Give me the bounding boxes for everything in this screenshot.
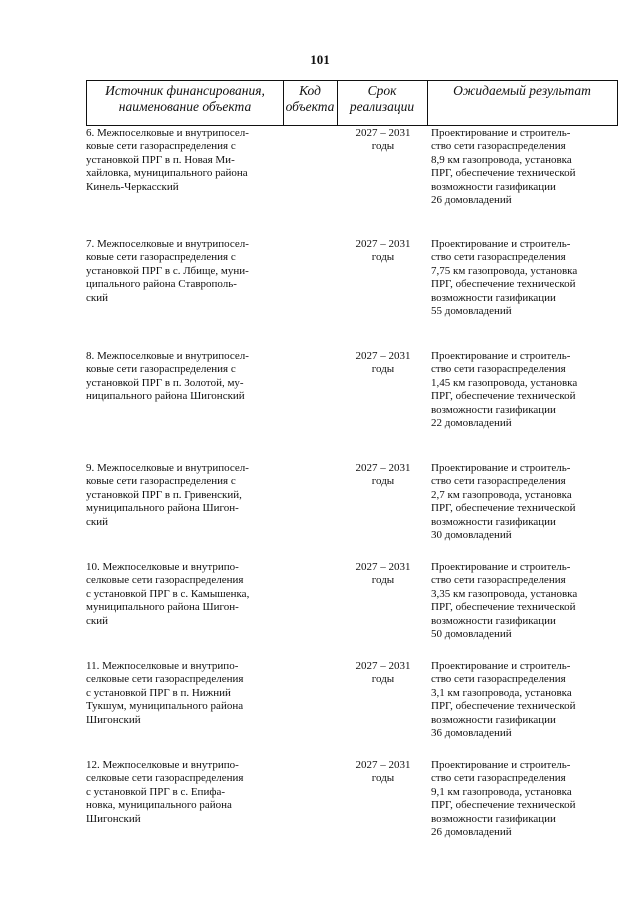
header-result-text: Ожидаемый результат (453, 83, 591, 98)
row-term: 2027 – 2031 годы (355, 462, 411, 488)
header-source-text: Источник финансирования, наименование объекта (105, 83, 265, 114)
header-source (87, 81, 283, 125)
row-source: 11. Межпоселковые и внутрипо- селковые сети газораспределения с установкой ПРГ в п. Нижний Тукшум, муниципального района Шигонский (86, 660, 244, 726)
row-result: Проектирование и строитель- ство сети газораспределения 2,7 км газопровода, установка ПРГ, обеспечение технической возможности газификации 30 домовладений (431, 462, 576, 542)
row-result: Проектирование и строитель- ство сети газораспределения 8,9 км газопровода, установка ПРГ, обеспечение технической возможности газификации 26 домовладений (431, 127, 576, 207)
row-term: 2027 – 2031 годы (355, 561, 411, 587)
row-term: 2027 – 2031 годы (355, 127, 411, 153)
header-code (283, 81, 337, 125)
row-result: Проектирование и строитель- ство сети газораспределения 3,1 км газопровода, установка ПРГ, обеспечение технической возможности газификации 36 домовладений (431, 660, 576, 740)
row-source: 12. Межпоселковые и внутрипо- селковые сети газораспределения с установкой ПРГ в с. Епифа- новка, муниципального района Шигонский (86, 759, 244, 825)
row-term: 2027 – 2031 годы (355, 238, 411, 264)
row-source: 7. Межпоселковые и внутрипосел- ковые сети газораспределения с установкой ПРГ в с. Лбище, муни- ципального района Ставрополь- ский (86, 238, 249, 304)
header-code-text: Код объекта (285, 83, 335, 114)
row-result: Проектирование и строитель- ство сети газораспределения 1,45 км газопровода, установка ПРГ, обеспечение технической возможности газификации 22 домовладений (431, 350, 578, 430)
row-term: 2027 – 2031 годы (355, 660, 411, 686)
header-result (427, 81, 617, 125)
row-result: Проектирование и строитель- ство сети газораспределения 7,75 км газопровода, установка ПРГ, обеспечение технической возможности газификации 55 домовладений (431, 238, 578, 318)
page-number: 101 (310, 52, 330, 67)
row-source: 6. Межпоселковые и внутрипосел- ковые сети газораспределения с установкой ПРГ в п. Новая Ми- хайловка, муниципального района Кинель-Черкасский (86, 127, 249, 193)
row-term: 2027 – 2031 годы (355, 350, 411, 376)
row-source: 8. Межпоселковые и внутрипосел- ковые сети газораспределения с установкой ПРГ в п. Золотой, му- ниципального района Шигонский (86, 350, 249, 403)
header-term (337, 81, 427, 125)
table-header (86, 80, 618, 126)
row-source: 10. Межпоселковые и внутрипо- селковые сети газораспределения с установкой ПРГ в с. Камышенка, муниципального района Шигон- ский (86, 561, 250, 627)
row-term: 2027 – 2031 годы (355, 759, 411, 785)
row-source: 9. Межпоселковые и внутрипосел- ковые сети газораспределения с установкой ПРГ в п. Гривенский, муниципального района Шигон- ский (86, 462, 249, 528)
header-term-text: Срок реализации (349, 83, 415, 114)
row-result: Проектирование и строитель- ство сети газораспределения 3,35 км газопровода, установка ПРГ, обеспечение технической возможности газификации 50 домовладений (431, 561, 578, 641)
row-result: Проектирование и строитель- ство сети газораспределения 9,1 км газопровода, установка ПРГ, обеспечение технической возможности газификации 26 домовладений (431, 759, 576, 839)
